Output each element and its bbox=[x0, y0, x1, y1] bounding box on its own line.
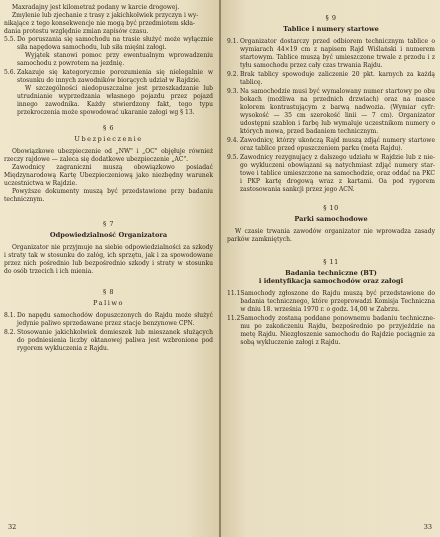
clause-text: Na samochodzie musi być wymalowany numer startowy po obu bokach (możliwa na przednich drzwiach) oraz na masce kolorem kontrastującym z barwą nadwozia. (Wymiar cyfr: wysokość — 35 cm szerokość linii — 7 cm). Organizator udostępni szablon i farbę lub wymaluje uczestnikom numery o których mowa, przed badaniem technicznym. bbox=[240, 88, 435, 135]
clause-9-2 bbox=[227, 71, 435, 87]
section-number: § 11 bbox=[323, 258, 339, 266]
clause-number: 8.2. bbox=[4, 329, 16, 336]
clause-text bbox=[17, 36, 213, 68]
section-title: Parki samochodowe bbox=[294, 215, 368, 223]
clause-9-3 bbox=[227, 88, 435, 136]
page-number: 33 bbox=[423, 523, 432, 531]
clause-5-6 bbox=[4, 69, 213, 117]
section-number: § 10 bbox=[323, 204, 339, 212]
clause-11-2 bbox=[227, 315, 435, 347]
section-number: § 6 bbox=[103, 124, 114, 132]
text-line: nikające z tego konsekwencje nie mogą być przedmiotem skła- bbox=[4, 20, 195, 27]
text-line: Zmylenie lub zjechanie z trasy z jakichkolwiek przyczyn i wy- bbox=[12, 12, 199, 19]
clause-number: 9.3. bbox=[227, 88, 239, 95]
section-subtitle: i identyfikacja samochodów oraz załogi bbox=[258, 277, 404, 285]
page-number: 32 bbox=[8, 523, 17, 531]
clause-8-1 bbox=[4, 312, 213, 328]
paragraph: Powyższe dokumenty muszą być przedstawione przy badaniu technicznym. bbox=[4, 188, 213, 203]
clause-11-1 bbox=[227, 290, 435, 314]
clause-9-5 bbox=[227, 154, 435, 194]
clause-number: 9.4. bbox=[227, 137, 239, 144]
clause-text bbox=[17, 69, 213, 117]
clause-paragraph: Wyjątek stanowi pomoc przy ewentualnym wprowadzeniu samochodu z powrotem na jezdnię. bbox=[17, 52, 213, 67]
clause-9-4 bbox=[227, 137, 435, 153]
clause-number: 5.5. bbox=[4, 36, 16, 43]
clause-number: 11.1 bbox=[227, 290, 241, 297]
section-title: Odpowiedzialność Organizatora bbox=[49, 231, 168, 239]
section-title: Tablice i numery startowe bbox=[283, 25, 379, 33]
clause-number: 8.1. bbox=[4, 312, 16, 319]
section-title: Ubezpieczenie bbox=[74, 135, 143, 143]
section-number: § 7 bbox=[103, 220, 114, 228]
section-number: § 9 bbox=[325, 14, 337, 22]
clause-text: Zawodnicy, którzy ukończą Rajd muszą zdjąć numery startowe oraz tablice przed opuszczeniem parku (meta Rajdu). bbox=[240, 137, 435, 152]
clause-5-5 bbox=[4, 36, 213, 68]
clause-number: 11.2 bbox=[227, 315, 241, 322]
paragraph: Zawodnicy zagraniczni muszą obowiązkowo posiadać Międzynarodową Kartę Ubezpieczeniową jako niezbędny warunek uczestnictwa w Rajdzie. bbox=[4, 164, 213, 187]
paragraph: W czasie trwania zawodów organizator nie wprowadza zasady parków zamkniętych. bbox=[227, 228, 435, 243]
clause-number: 9.1. bbox=[227, 38, 239, 45]
clause-text: Stosowanie jakichkolwiek domieszek lub mieszanek służących do podniesienia liczby oktanowej paliwa jest wzbronione pod rygorem wykluczenia z Rajdu. bbox=[17, 329, 213, 352]
clause-text: Samochody zgłoszone do Rajdu muszą być przedstawione do badania technicznego, które przeprowadzi Komisja Techniczna w dniu 18. września 1970 r. o godz. 14,00 w Zabrzu. bbox=[240, 290, 435, 313]
text-line: Maxradajny jest kilometraż podany w karcie drogowej. bbox=[12, 4, 180, 11]
clause-paragraph: W szczególności niedopuszczalne jest przeszkadzanie lub utrudnianie wyprzedzania własnego pojazdu przez pojazd innego zawodnika. Każdy stwierdzony fakt, tego typu przekroczenia może spowodować ukaranie załogi wg § 13. bbox=[17, 85, 213, 116]
clause-text: Zawodnicy rezygnujący z dalszego udziału w Rajdzie lub z niego wykluczeni obowiązani są natychmiast zdjąć numery startowe i tablice umieszczone na samochodzie, oraz oddać na PKC i PKP kartę drogową wraz z kartami. Oa pod rygorem zastosowania sankcji przez jego ACN. bbox=[240, 154, 435, 193]
section-number: § 8 bbox=[103, 288, 114, 296]
continued-text bbox=[4, 4, 213, 36]
clause-9-1 bbox=[227, 38, 435, 70]
clause-8-2 bbox=[4, 329, 213, 353]
section-title: Badania techniczne (BT) bbox=[285, 269, 377, 277]
clause-paragraph: Zakazuje się kategorycznie porozumienia się nielegalnie w stosunku do innych zawodników biorących udział w Rajdzie. bbox=[17, 69, 213, 84]
clause-text: Samochody zostaną poddane ponownemu badaniu technicznemu po zakończeniu Rajdu, bezpośrednio po przyjeździe na metę Rajdu. Niezgłoszenie samochodu do Rajdzie pociągnie za sobą wykluczenie załogi z Rajdu. bbox=[240, 315, 435, 346]
clause-number: 5.6. bbox=[4, 69, 16, 76]
clause-number: 9.5. bbox=[227, 154, 239, 161]
clause-text: Do napędu samochodów dopuszczonych do Rajdu może służyć jedynie paliwo sprzedawane przez stacje benzynowe CPN. bbox=[17, 312, 213, 327]
section-title: Paliwo bbox=[93, 299, 124, 307]
clause-number: 9.2. bbox=[227, 71, 239, 78]
right-page bbox=[221, 0, 440, 537]
clause-text: Organizator dostarczy przed odbiorem technicznym tablice o wymiarach 44×19 cm z napisem Rajd Wiślański i numerem startowym. Tablice muszą być umieszczone trwale z przodu i z tyłu samochodu przez cały czas trwania Rajdu. bbox=[240, 38, 435, 69]
text-line: dania protestu względnie zmian zapisów czasu. bbox=[4, 28, 149, 35]
paragraph: Obowiązkowe ubezpieczenie od „NW" i „OC" objęłuje również rzeczy rajdowe — zaleca się dodatkowe ubezpieczenie „AC". bbox=[4, 148, 213, 163]
left-page bbox=[0, 0, 219, 537]
paragraph: Organizator nie przyjmuje na siebie odpowiedzialności za szkody i straty tak w stosunku do załóg, ich sprzętu, jak i za spowodowane przez nich pośrednio lub bezpośrednio szkody i straty w stosunku do osób trzecich i ich mienia. bbox=[4, 244, 213, 275]
clause-text: Brak tablicy spowoduje zaliczenie 20 pkt. karnych za każdą tablicę. bbox=[240, 71, 435, 86]
clause-paragraph: Do poruszania się samochodu na trasie służyć może wyłącznie siła napędowa samochodu, lub siła mięśni załogi. bbox=[17, 36, 213, 51]
